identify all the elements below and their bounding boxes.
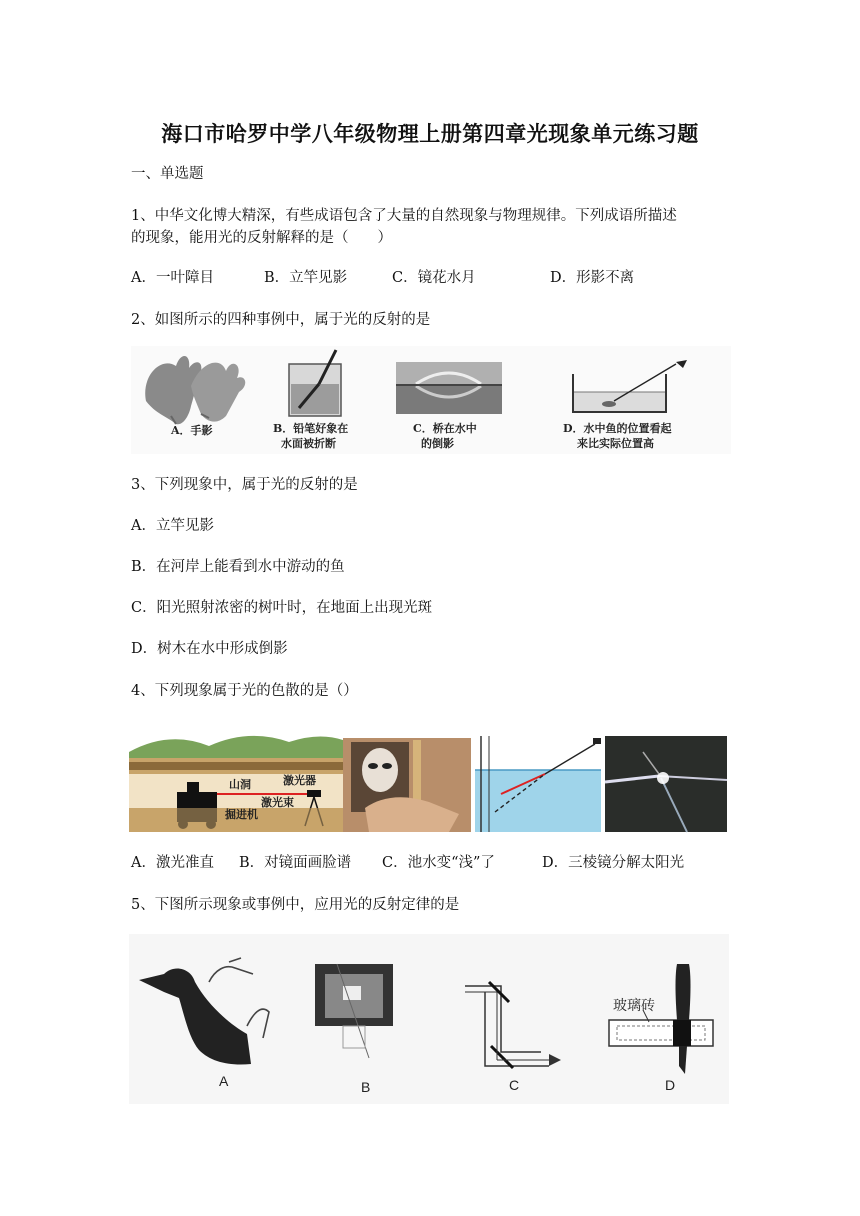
q2-caption-a: A．手影 <box>171 424 213 437</box>
q4-option-d: D．三棱镜分解太阳光 <box>542 855 685 871</box>
q1-option-d: D．形影不离 <box>550 270 635 286</box>
q3-option-b: B．在河岸上能看到水中游动的鱼 <box>131 559 345 575</box>
q4-options <box>131 851 731 875</box>
q2-caption-b1: B．铅笔好象在 <box>273 422 349 435</box>
q4-text: 4、下列现象属于光的色散的是（） <box>131 683 358 699</box>
q4-label-tbm: 掘进机 <box>225 808 258 821</box>
page-title: 海口市哈罗中学八年级物理上册第四章光现象单元练习题 <box>161 121 699 146</box>
q2-caption-d2: 来比实际位置高 <box>577 437 654 450</box>
q2-caption-d1: D．水中鱼的位置看起 <box>563 422 672 435</box>
prism-dispersion-image <box>605 736 727 832</box>
section-heading: 一、单选题 <box>131 166 204 182</box>
q5-text: 5、下图所示现象或事例中，应用光的反射定律的是 <box>131 897 460 913</box>
q4-option-c: C．池水变“浅”了 <box>382 855 495 871</box>
q4-option-b: B．对镜面画脸谱 <box>239 855 352 871</box>
q5-figure <box>129 934 729 1104</box>
q3-option-d: D．树木在水中形成倒影 <box>131 641 288 657</box>
q4-label-beam: 激光束 <box>261 796 294 809</box>
q5-label-c: C <box>509 1077 520 1093</box>
q1-option-a: A．一叶障目 <box>131 270 214 286</box>
q5-label-glass: 玻璃砖 <box>613 997 655 1013</box>
q4-label-cave: 山洞 <box>229 778 251 791</box>
bridge-reflection-image <box>396 362 502 414</box>
q5-label-b: B <box>361 1079 371 1095</box>
q2-caption-c2: 的倒影 <box>421 437 454 450</box>
q4-figure <box>129 722 727 834</box>
q4-option-a: A．激光准直 <box>131 855 214 871</box>
q2-caption-c1: C．桥在水中 <box>413 422 477 435</box>
q2-figure <box>131 346 731 454</box>
q1-text-line2: 的现象，能用光的反射解释的是（ ） <box>131 230 392 246</box>
q4-label-laser: 激光器 <box>283 774 316 787</box>
face-painting-image <box>343 738 471 832</box>
shallow-pool-image <box>475 722 601 832</box>
q3-option-c: C．阳光照射浓密的树叶时，在地面上出现光斑 <box>131 600 433 616</box>
q1-options <box>131 266 731 290</box>
q1-text-line1: 1、中华文化博大精深，有些成语包含了大量的自然现象与物理规律。下列成语所描述 <box>131 208 677 224</box>
q1-option-b: B．立竿见影 <box>264 270 348 286</box>
pencil-in-water-image <box>289 350 341 416</box>
q3-text: 3、下列现象中，属于光的反射的是 <box>131 477 358 493</box>
q5-label-a: A <box>219 1073 229 1089</box>
q3-option-a: A．立竿见影 <box>131 518 214 534</box>
q2-caption-b2: 水面被折断 <box>281 437 336 450</box>
q1-option-c: C．镜花水月 <box>392 270 476 286</box>
hand-shadow-image <box>145 356 245 424</box>
q2-text: 2、如图所示的四种事例中，属于光的反射的是 <box>131 312 431 328</box>
fish-in-water-image <box>573 360 687 412</box>
q5-label-d: D <box>665 1077 676 1093</box>
